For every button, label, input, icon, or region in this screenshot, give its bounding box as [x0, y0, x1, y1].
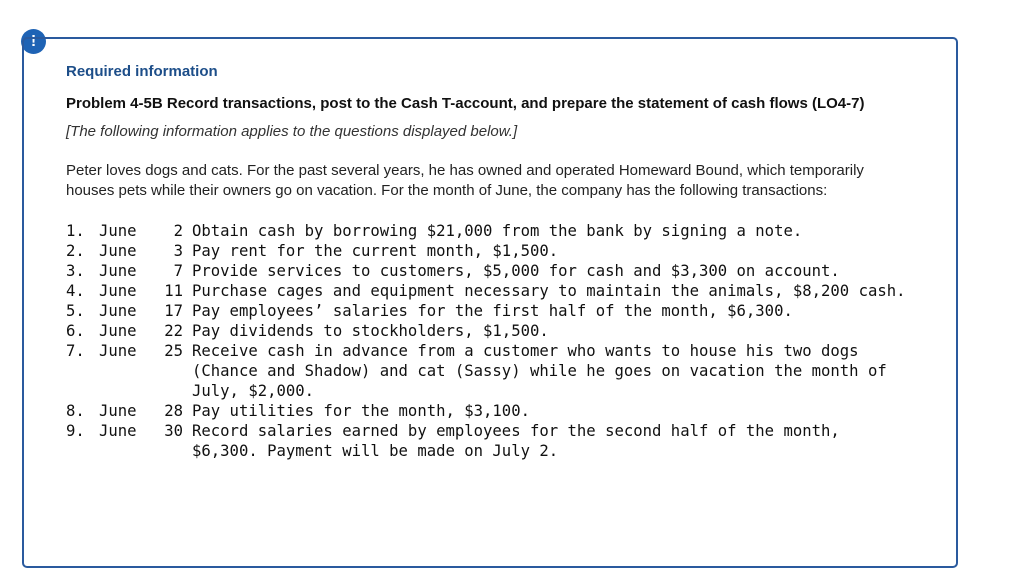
- transaction-month: June: [99, 242, 137, 260]
- transaction-description: Pay employees’ salaries for the first half of the month, $6,300.: [192, 302, 793, 320]
- transaction-row: [66, 421, 926, 461]
- transaction-row: [66, 221, 926, 241]
- transaction-month: June: [99, 402, 137, 420]
- transaction-month: June: [99, 262, 137, 280]
- transaction-month: June: [99, 322, 137, 340]
- transaction-month: June: [99, 282, 137, 300]
- transaction-number: 4.: [66, 282, 85, 300]
- transaction-month: June: [99, 342, 137, 360]
- transaction-row: [66, 301, 926, 321]
- transaction-number: 3.: [66, 262, 85, 280]
- transaction-description: Pay utilities for the month, $3,100.: [192, 402, 530, 420]
- transaction-day: 2: [173, 222, 183, 240]
- transaction-month: June: [99, 422, 137, 440]
- transaction-number: 6.: [66, 322, 85, 340]
- transaction-day: 7: [173, 262, 183, 280]
- transaction-day: 17: [164, 302, 183, 320]
- transaction-day: 30: [164, 422, 183, 440]
- transaction-number: 2.: [66, 242, 85, 260]
- transaction-number: 9.: [66, 422, 85, 440]
- transaction-row: [66, 321, 926, 341]
- transaction-list: [66, 221, 926, 461]
- transaction-row: [66, 241, 926, 261]
- transaction-day: 25: [164, 342, 183, 360]
- transaction-row: [66, 281, 926, 301]
- transaction-description: Pay rent for the current month, $1,500.: [192, 242, 559, 260]
- transaction-number: 1.: [66, 222, 85, 240]
- transaction-description: Provide services to customers, $5,000 for cash and $3,300 on account.: [192, 262, 840, 280]
- required-heading: Required information: [66, 63, 218, 80]
- transaction-day: 28: [164, 402, 183, 420]
- transaction-number: 8.: [66, 402, 85, 420]
- problem-title: Problem 4-5B Record transactions, post to the Cash T-account, and prepare the statement of cash flows (LO4-7): [66, 95, 865, 112]
- transaction-description: Obtain cash by borrowing $21,000 from the bank by signing a note.: [192, 222, 803, 240]
- transaction-row: [66, 261, 926, 281]
- transaction-day: 22: [164, 322, 183, 340]
- alert-icon: !: [21, 29, 46, 54]
- transaction-description: Purchase cages and equipment necessary to maintain the animals, $8,200 cash.: [192, 282, 906, 300]
- transaction-month: June: [99, 302, 137, 320]
- transaction-number: 5.: [66, 302, 85, 320]
- transaction-description: Record salaries earned by employees for the second half of the month, $6,300. Payment will be made on July 2.: [192, 422, 840, 460]
- transaction-description: Receive cash in advance from a customer who wants to house his two dogs (Chance and Shadow) and cat (Sassy) while he goes on vacation the month of July, $2,000.: [192, 342, 887, 400]
- card-content: [66, 62, 926, 461]
- transaction-row: [66, 401, 926, 421]
- transaction-number: 7.: [66, 342, 85, 360]
- transaction-description: Pay dividends to stockholders, $1,500.: [192, 322, 549, 340]
- transaction-month: June: [99, 222, 137, 240]
- transaction-row: [66, 341, 926, 401]
- info-note: [The following information applies to the questions displayed below.]: [66, 123, 518, 140]
- intro-paragraph: Peter loves dogs and cats. For the past several years, he has owned and operated Homeward Bound, which temporarily houses pets while their owners go on vacation. For the month of June, the company has the following transactions:: [66, 162, 864, 199]
- transaction-day: 3: [173, 242, 183, 260]
- transaction-day: 11: [164, 282, 183, 300]
